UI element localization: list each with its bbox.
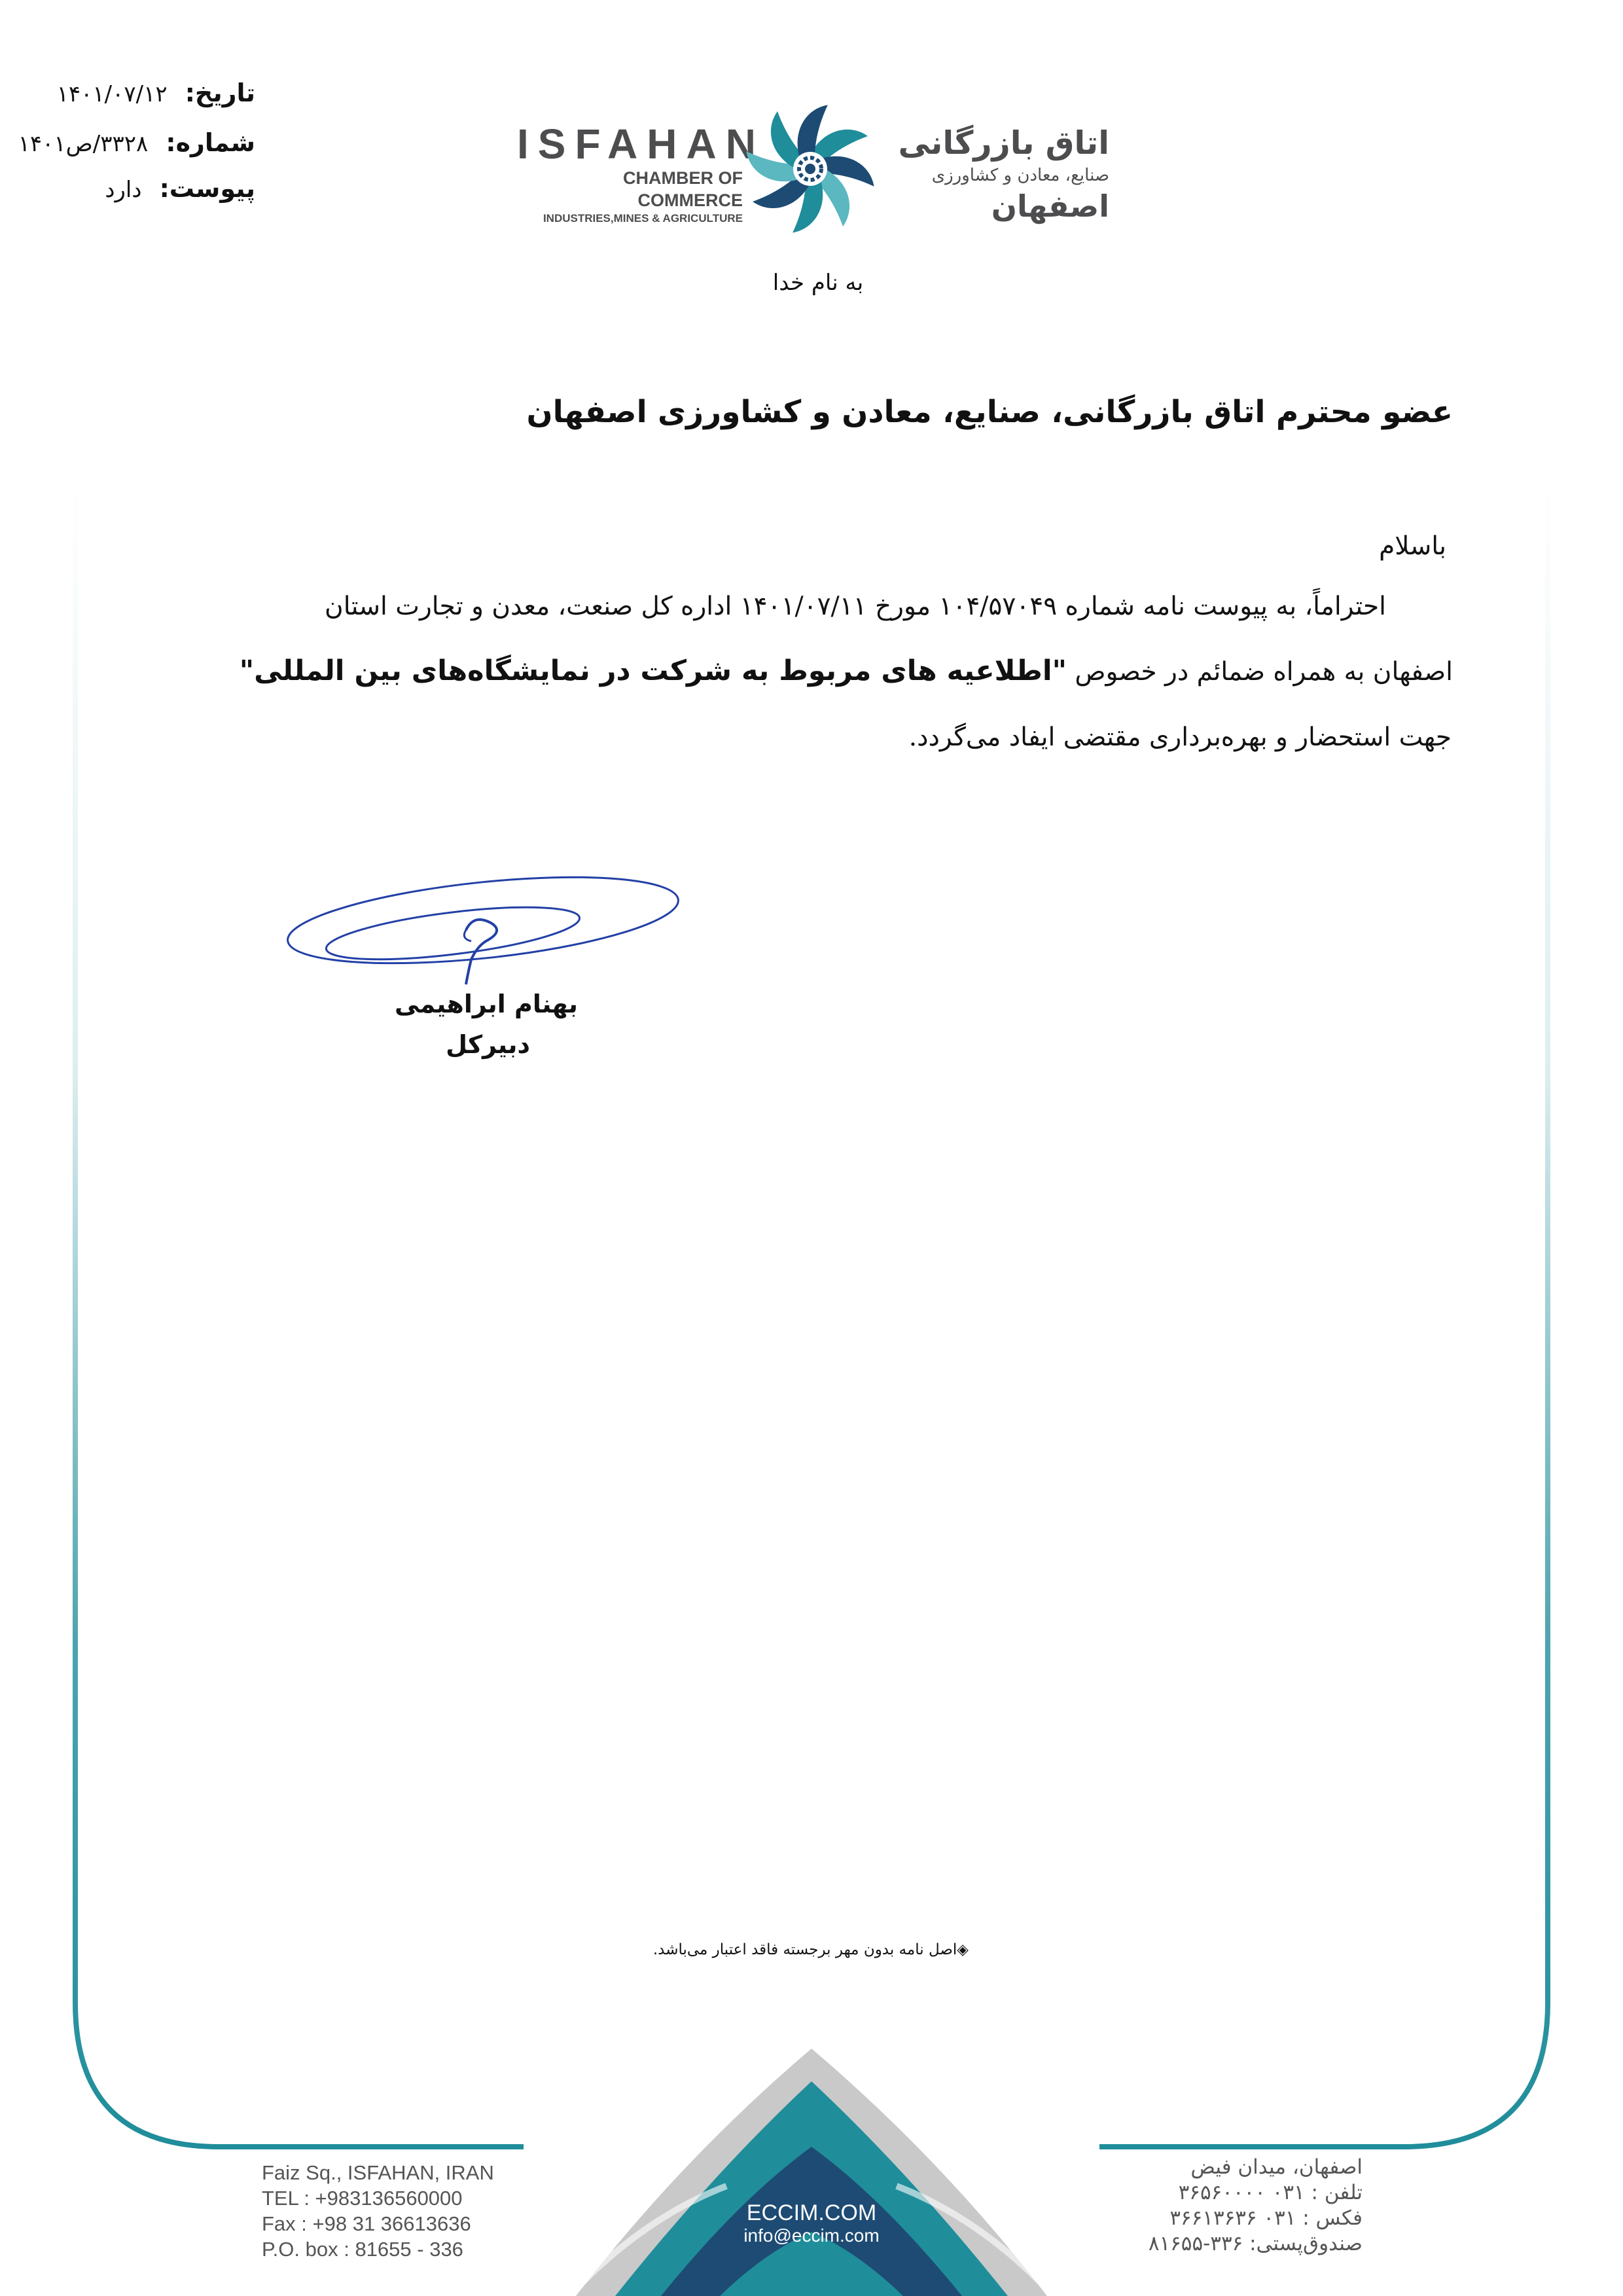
- number-row: [18, 128, 255, 157]
- body-line-1: احتراماً، به پیوست نامه شماره ۱۰۴/۵۷۰۴۹ مورخ ۱۴۰۱/۰۷/۱۱ اداره کل صنعت، معدن و تجارت استان: [325, 592, 1386, 621]
- footer-website-link[interactable]: ECCIM.COM: [746, 2200, 877, 2225]
- number-value: ۳۳۲۸/ص۱۴۰۱: [18, 131, 149, 157]
- signatory-name: بهنام ابراهیمی: [395, 990, 578, 1018]
- body-line-2: [240, 655, 1453, 687]
- footer-address-fa: اصفهان، میدان فیض: [1190, 2155, 1363, 2179]
- footer-email-link[interactable]: info@eccim.com: [743, 2225, 880, 2246]
- body-line-2-subject: "اطلاعیه های مربوط به شرکت در نمایشگاه‌های بین المللی": [239, 655, 1067, 687]
- logo-en-line2: CHAMBER OF COMMERCE: [623, 168, 743, 210]
- footer-pobox-en: P.O. box : 81655 - 336: [262, 2238, 463, 2261]
- footer-contact-en: [262, 2160, 494, 2262]
- logo-persian: [887, 123, 1109, 225]
- logo-fa-line3: اصفهان: [991, 188, 1109, 224]
- footer-fax-fa: فکس : ۰۳۱ ۳۶۶۱۳۶۳۶: [1169, 2206, 1363, 2230]
- validity-notice: ◈اصل نامه بدون مهر برجسته فاقد اعتبار می‌باشد.: [652, 1941, 969, 1958]
- footer-address-en: Faiz Sq., ISFAHAN, IRAN: [262, 2161, 494, 2184]
- signatory-title: دبیرکل: [446, 1030, 530, 1059]
- footer-ornament: [524, 2049, 1099, 2296]
- invocation: به نام خدا: [772, 270, 864, 296]
- footer-tel-fa: تلفن : ۰۳۱ ۳۶۵۶۰۰۰۰: [1178, 2181, 1363, 2204]
- attachment-value: دارد: [105, 177, 142, 203]
- logo-en-name: ISFAHAN: [517, 120, 765, 168]
- logo-fa-line1: اتاق بازرگانی: [898, 124, 1109, 162]
- date-label: تاریخ:: [185, 79, 255, 107]
- logo-emblem-icon: [745, 103, 876, 234]
- footer-contact-fa: [1149, 2155, 1363, 2257]
- attachment-label: پیوست:: [159, 174, 255, 203]
- logo-fa-line2: صنایع، معادن و کشاورزی: [931, 166, 1109, 185]
- attachment-row: [105, 174, 255, 203]
- body-line-3: جهت استحضار و بهره‌برداری مقتضی ایفاد می‌گردد.: [908, 723, 1452, 752]
- footer-pobox-fa: صندوق‌پستی: ۳۳۶-۸۱۶۵۵: [1148, 2232, 1363, 2255]
- number-label: شماره:: [166, 128, 255, 157]
- greeting: باسلام: [1379, 531, 1446, 561]
- footer-web: [733, 2200, 890, 2246]
- footer-tel-en: TEL : +983136560000: [262, 2187, 463, 2210]
- date-value: ۱۴۰۱/۰۷/۱۲: [56, 81, 168, 107]
- body-line-2-prefix: اصفهان به همراه ضمائم در خصوص: [1075, 657, 1453, 687]
- logo-english: [517, 120, 765, 226]
- footer-fax-en: Fax : +98 31 36613636: [262, 2212, 471, 2235]
- recipient-line: عضو محترم اتاق بازرگانی، صنایع، معادن و کشاورزی اصفهان: [526, 394, 1453, 430]
- logo-en-line3: INDUSTRIES,MINES & AGRICULTURE: [543, 212, 743, 224]
- date-row: [57, 79, 255, 107]
- signature-mark: [275, 868, 694, 999]
